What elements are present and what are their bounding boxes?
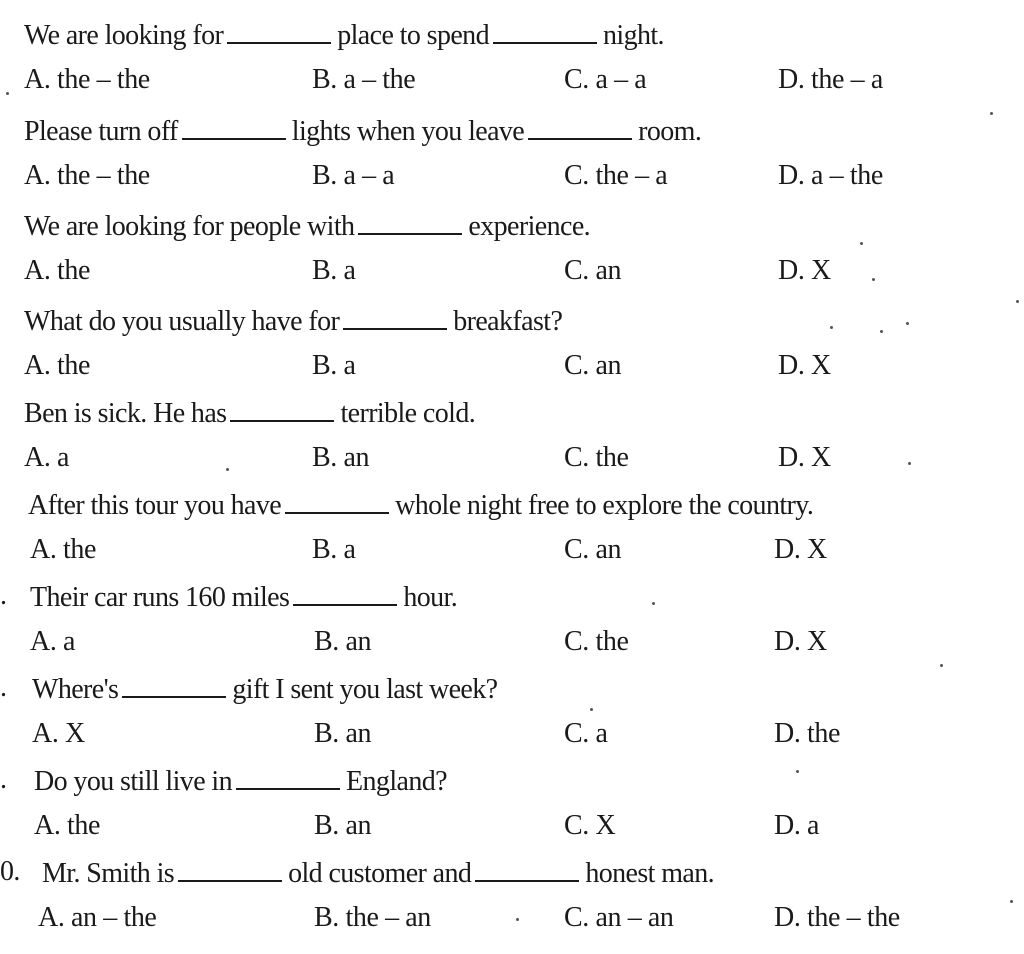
question-7 bbox=[0, 574, 1024, 668]
answer-options bbox=[0, 620, 1000, 664]
scan-speck bbox=[590, 708, 593, 711]
stem-text: hour. bbox=[403, 582, 458, 613]
option-a: A. the bbox=[34, 810, 101, 841]
option-d: D. the – a bbox=[778, 64, 883, 95]
answer-blank bbox=[493, 12, 597, 44]
scan-speck bbox=[6, 92, 9, 95]
answer-blank bbox=[358, 203, 462, 235]
option-d: D. X bbox=[774, 534, 827, 565]
stem-text: We are looking for people with bbox=[24, 211, 355, 242]
option-a: A. the bbox=[30, 534, 97, 565]
option-c: C. the – a bbox=[564, 160, 668, 191]
option-c: C. an – an bbox=[564, 902, 674, 933]
option-c: C. a – a bbox=[564, 64, 647, 95]
option-d: D. the – the bbox=[774, 902, 900, 933]
stem-text: Please turn off bbox=[24, 116, 178, 147]
option-a: A. the – the bbox=[24, 64, 150, 95]
question-number: 0. bbox=[0, 856, 20, 887]
question-number: . bbox=[0, 764, 7, 795]
stem-text: What do you usually have for bbox=[24, 306, 340, 337]
option-b: B. an bbox=[314, 626, 372, 657]
option-d: D. X bbox=[778, 350, 831, 381]
answer-blank bbox=[182, 108, 286, 140]
stem-text: gift I sent you last week? bbox=[232, 674, 498, 705]
option-b: B. a bbox=[312, 350, 356, 381]
option-c: C. a bbox=[564, 718, 608, 749]
scan-speck bbox=[1010, 900, 1013, 903]
question-3 bbox=[0, 203, 1024, 297]
stem-text: We are looking for bbox=[24, 20, 224, 51]
option-a: A. a bbox=[30, 626, 76, 657]
option-b: B. an bbox=[314, 718, 372, 749]
option-c: C. the bbox=[564, 626, 629, 657]
option-a: A. the bbox=[24, 350, 91, 381]
question-2 bbox=[0, 108, 1024, 202]
stem-text: breakfast? bbox=[453, 306, 563, 337]
scan-speck bbox=[796, 770, 799, 773]
answer-blank bbox=[285, 482, 389, 514]
answer-options bbox=[0, 712, 1000, 756]
option-b: B. a – the bbox=[312, 64, 416, 95]
stem-text: Ben is sick. He has bbox=[24, 398, 227, 429]
answer-blank bbox=[227, 12, 331, 44]
option-a: A. a bbox=[24, 442, 70, 473]
question-9 bbox=[0, 758, 1024, 852]
option-d: D. a bbox=[774, 810, 820, 841]
question-5 bbox=[0, 390, 1024, 484]
option-d: D. the bbox=[774, 718, 841, 749]
option-a: A. an – the bbox=[38, 902, 157, 933]
option-c: C. the bbox=[564, 442, 629, 473]
answer-blank bbox=[528, 108, 632, 140]
question-stem bbox=[0, 298, 1000, 342]
question-number: . bbox=[0, 580, 7, 611]
answer-blank bbox=[178, 850, 282, 882]
question-stem bbox=[0, 758, 1000, 802]
question-stem bbox=[0, 12, 1000, 56]
answer-options bbox=[0, 154, 1000, 198]
answer-options bbox=[0, 896, 1000, 940]
option-d: D. X bbox=[778, 255, 831, 286]
stem-text: Mr. Smith is bbox=[42, 858, 175, 889]
answer-blank bbox=[475, 850, 579, 882]
question-stem bbox=[0, 666, 1000, 710]
option-d: D. X bbox=[774, 626, 827, 657]
question-stem bbox=[0, 482, 1000, 526]
option-d: D. a – the bbox=[778, 160, 883, 191]
answer-options bbox=[0, 528, 1000, 572]
answer-options bbox=[0, 58, 1000, 102]
stem-text: whole night free to explore the country. bbox=[395, 490, 814, 521]
option-b: B. an bbox=[312, 442, 370, 473]
answer-options bbox=[0, 804, 1000, 848]
stem-text: room. bbox=[638, 116, 702, 147]
option-b: B. a bbox=[312, 534, 356, 565]
scan-speck bbox=[1016, 300, 1019, 303]
question-6 bbox=[0, 482, 1024, 576]
answer-blank bbox=[343, 298, 447, 330]
answer-blank bbox=[293, 574, 397, 606]
stem-text: Where's bbox=[32, 674, 119, 705]
stem-text: night. bbox=[602, 20, 664, 51]
option-a: A. the bbox=[24, 255, 91, 286]
question-1 bbox=[0, 12, 1024, 106]
option-b: B. the – an bbox=[314, 902, 431, 933]
option-b: B. an bbox=[314, 810, 372, 841]
answer-options bbox=[0, 344, 1000, 388]
scan-speck bbox=[908, 462, 911, 465]
answer-blank bbox=[230, 390, 334, 422]
option-d: D. X bbox=[778, 442, 831, 473]
scan-speck bbox=[880, 330, 883, 333]
stem-text: Their car runs 160 miles bbox=[30, 582, 290, 613]
answer-options bbox=[0, 249, 1000, 293]
answer-blank bbox=[122, 666, 226, 698]
scan-speck bbox=[860, 242, 863, 245]
stem-text: terrible cold. bbox=[340, 398, 476, 429]
question-stem bbox=[0, 390, 1000, 434]
answer-blank bbox=[236, 758, 340, 790]
stem-text: England? bbox=[346, 766, 447, 797]
question-10 bbox=[0, 850, 1024, 944]
question-stem bbox=[0, 574, 1000, 618]
scan-speck bbox=[990, 112, 993, 115]
stem-text: Do you still live in bbox=[34, 766, 233, 797]
scan-speck bbox=[516, 918, 519, 921]
question-stem bbox=[0, 108, 1000, 152]
stem-text: honest man. bbox=[585, 858, 715, 889]
option-c: C. an bbox=[564, 255, 622, 286]
stem-text: old customer and bbox=[288, 858, 472, 889]
option-a: A. X bbox=[32, 718, 85, 749]
stem-text: After this tour you have bbox=[28, 490, 282, 521]
scan-speck bbox=[652, 602, 655, 605]
scan-speck bbox=[830, 326, 833, 329]
scan-speck bbox=[226, 468, 229, 471]
stem-text: lights when you leave bbox=[291, 116, 525, 147]
scan-speck bbox=[906, 322, 909, 325]
scan-speck bbox=[940, 664, 943, 667]
option-c: C. an bbox=[564, 350, 622, 381]
question-4 bbox=[0, 298, 1024, 392]
question-8 bbox=[0, 666, 1024, 760]
stem-text: experience. bbox=[468, 211, 591, 242]
question-stem bbox=[0, 850, 1000, 894]
option-c: C. X bbox=[564, 810, 616, 841]
option-b: B. a bbox=[312, 255, 356, 286]
option-a: A. the – the bbox=[24, 160, 150, 191]
option-b: B. a – a bbox=[312, 160, 395, 191]
stem-text: place to spend bbox=[337, 20, 489, 51]
answer-options bbox=[0, 436, 1000, 480]
scan-speck bbox=[872, 278, 875, 281]
question-stem bbox=[0, 203, 1000, 247]
question-number: . bbox=[0, 672, 7, 703]
option-c: C. an bbox=[564, 534, 622, 565]
